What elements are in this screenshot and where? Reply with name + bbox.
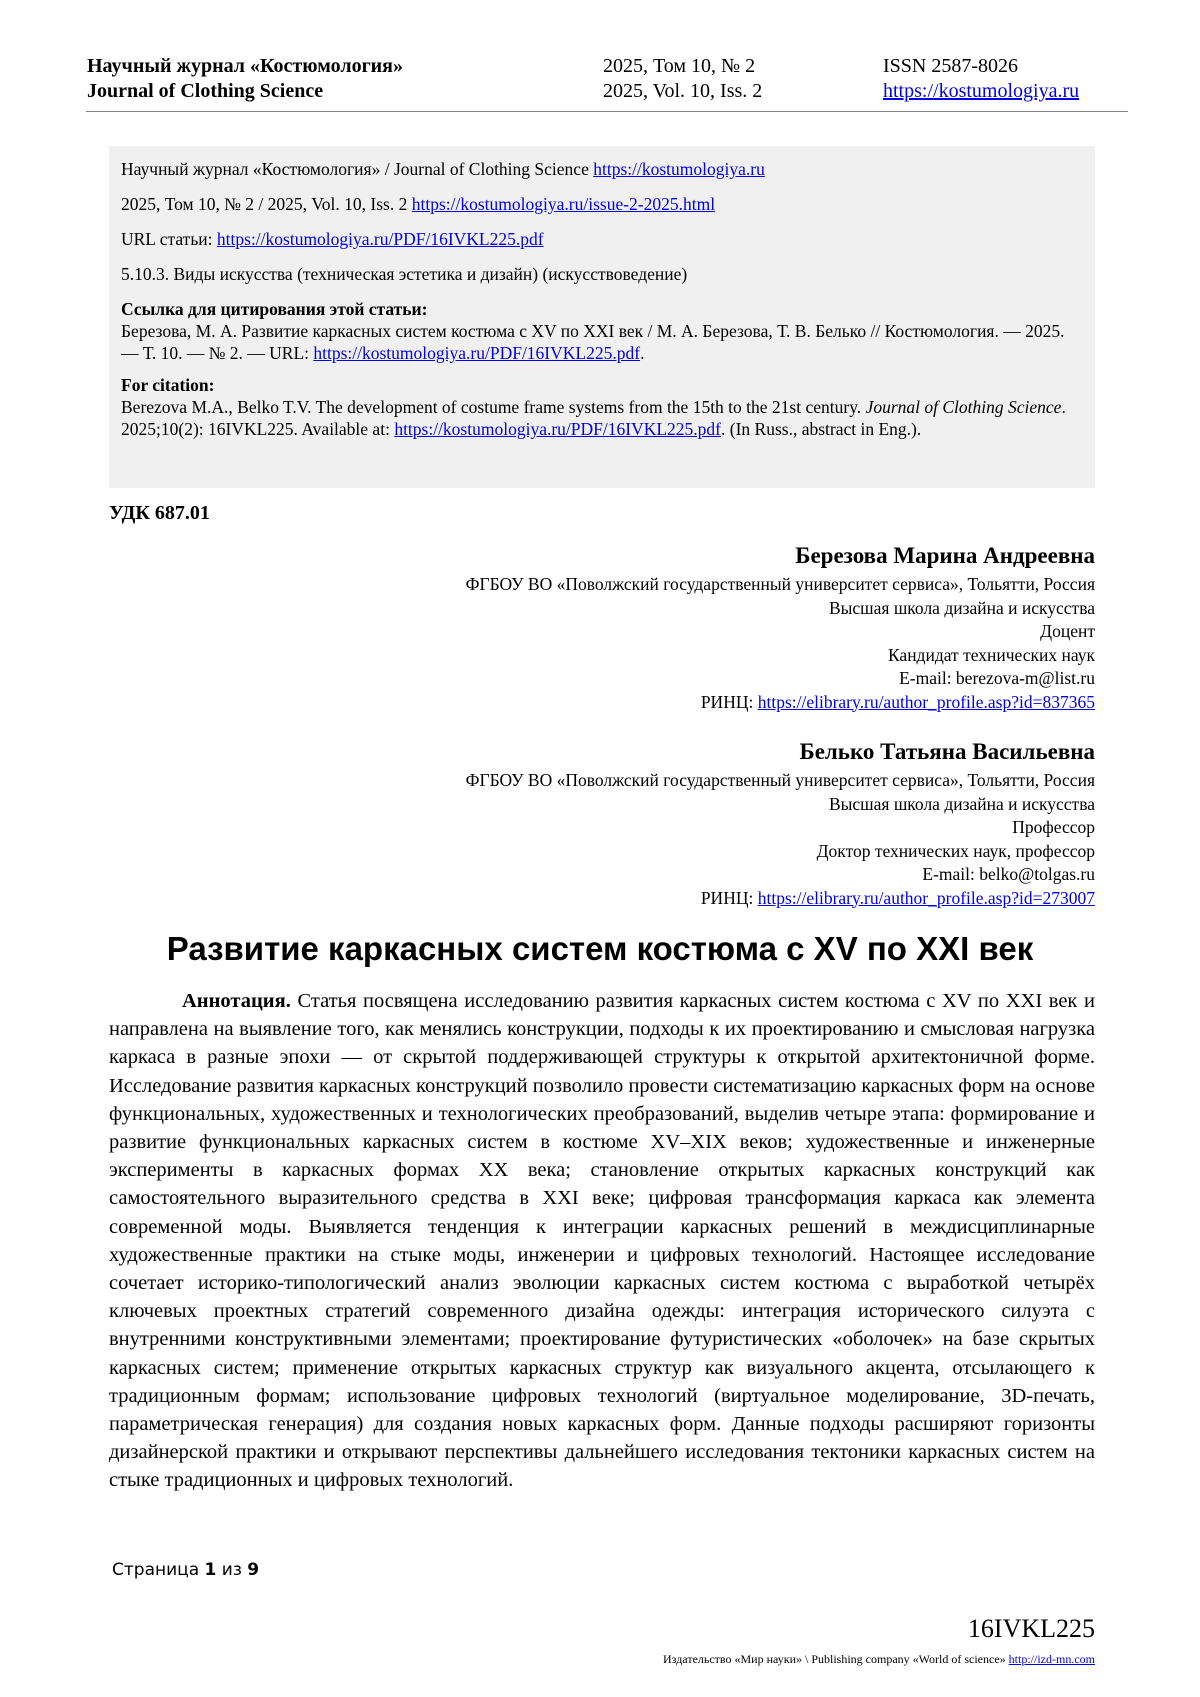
header-issn: ISSN 2587-8026	[883, 55, 1019, 77]
citation-box	[109, 146, 1095, 488]
author-position: Доцент	[1040, 621, 1095, 641]
abstract-label: Аннотация.	[182, 990, 291, 1012]
author-degree: Кандидат технических наук	[887, 644, 1095, 665]
header-issue-ru: 2025, Том 10, № 2	[603, 55, 756, 77]
cite-journal-line: Научный журнал «Костюмология» / Journal of Clothing Science https://kostumologiya.ru	[121, 159, 765, 179]
header-issue-en: 2025, Vol. 10, Iss. 2	[603, 80, 763, 102]
header-issn-block	[883, 54, 1133, 104]
abstract	[109, 987, 1095, 1495]
header-site-link[interactable]: https://kostumologiya.ru	[883, 80, 1080, 102]
author-rinc-link[interactable]: https://elibrary.ru/author_profile.asp?id=273007	[757, 887, 1095, 908]
author-affiliation: ФГБОУ ВО «Поволжский государственный университет сервиса», Тольятти, Россия	[465, 574, 1095, 594]
cite-ru-link[interactable]: https://kostumologiya.ru/PDF/16IVKL225.pdf	[313, 343, 641, 363]
cite-ru-heading: Ссылка для цитирования этой статьи:	[121, 299, 428, 319]
author-rinc: РИНЦ: https://elibrary.ru/author_profile.asp?id=273007	[700, 887, 1095, 908]
author-name: Березова Марина Андреевна	[795, 543, 1095, 568]
author-email: E-mail: berezova-m@list.ru	[899, 668, 1095, 688]
author-position: Профессор	[1012, 817, 1095, 837]
publisher-line: Издательство «Мир науки» \ Publishing company «World of science» http://izd-mn.com	[663, 1652, 1095, 1666]
author-email: E-mail: belko@tolgas.ru	[922, 864, 1095, 884]
author-school: Высшая школа дизайна и искусства	[828, 793, 1095, 814]
cite-specialty: 5.10.3. Виды искусства (техническая эстетика и дизайн) (искусствоведение)	[121, 264, 688, 284]
cite-ru-block: Ссылка для цитирования этой статьи: Березова, М. А. Развитие каркасных систем костюма с XV по XXI век / М. А. Березова, Т. В. Белько // Костюмология. — 2025. — Т. 10. — № 2. — URL: https://kostumologiya.ru/PDF/16IVKL225.pdf.	[121, 299, 1065, 363]
publisher-link[interactable]: http://izd-mn.com	[1008, 1652, 1095, 1666]
author-affiliation: ФГБОУ ВО «Поволжский государственный университет сервиса», Тольятти, Россия	[465, 770, 1095, 790]
author-rinc: РИНЦ: https://elibrary.ru/author_profile.asp?id=837365	[700, 691, 1095, 712]
header-journal-ru: Научный журнал «Костюмология»	[87, 55, 403, 77]
header-journal-en: Journal of Clothing Science	[87, 80, 324, 102]
cite-en-link[interactable]: https://kostumologiya.ru/PDF/16IVKL225.pdf	[394, 419, 721, 439]
abstract-text: Статья посвящена исследованию развития каркасных систем костюма с XV по XXI век и направлена на выявление того, как менялись конструкции, подходы к их проектированию и смысловая нагрузка каркаса в разные эпохи — от скрытой поддерживающей структуры к открытой архитектоничной форме. Исследование развития каркасных конструкций позволило провести систематизацию каркасных форм на основе функциональных, художественных и технологических преобразований, выделив четыре этапа: формирование и развитие функциональных каркасных систем в костюме XV–XIX веков; художественные и инженерные эксперименты в каркасных формах XX века; становление открытых каркасных конструкций как самостоятельного выразительного средства в XXI веке; цифровая трансформация каркаса как элемента современной моды. Выявляется тенденция к интеграции каркасных решений в междисциплинарные художественные практики на стыке моды, инженерии и цифровых технологий. Настоящее исследование сочетает историко-типологический анализ эволюции каркасных систем костюма с выработкой четырёх ключевых проектных стратегий современного дизайна одежды: интеграция исторического силуэта с внутренними конструктивными элементами; проектирование футуристических «оболочек» на базе скрытых каркасных систем; применение открытых каркасных структур как визуального акцента, отсылающего к традиционным формам; использование цифровых технологий (виртуальное моделирование, 3D-печать, параметрическая генерация) для создания новых каркасных форм. Данные подходы расширяют горизонты дизайнерской практики и открывают перспективы дальнейшего исследования тектоники каркасных систем на стыке традиционных и цифровых технологий.	[109, 990, 1095, 1492]
cite-en-block: For citation: Berezova M.A., Belko T.V. The development of costume frame systems from the 15th to the 21st century. Journal of Clothing Science. 2025;10(2): 16IVKL225. Available at: https://kostumologiya.ru/PDF/16IVKL225.pdf. (In Russ., abstract in Eng.).	[121, 375, 1066, 439]
header-journal	[87, 54, 607, 104]
author-name: Белько Татьяна Васильевна	[799, 739, 1095, 764]
article-code: 16IVKL225	[967, 1614, 1095, 1643]
cite-article-url-line: URL статьи: https://kostumologiya.ru/PDF/16IVKL225.pdf	[121, 229, 544, 249]
author-school: Высшая школа дизайна и искусства	[828, 597, 1095, 618]
cite-journal-link[interactable]: https://kostumologiya.ru	[593, 159, 765, 179]
article-title: Развитие каркасных систем костюма с XV по XXI век	[166, 930, 1034, 967]
cite-en-heading: For citation:	[121, 375, 215, 395]
cite-article-link[interactable]: https://kostumologiya.ru/PDF/16IVKL225.pdf	[216, 229, 544, 249]
header-issue	[603, 54, 863, 104]
author-degree: Доктор технических наук, профессор	[816, 840, 1095, 861]
cite-issue-link[interactable]: https://kostumologiya.ru/issue-2-2025.html	[411, 194, 716, 214]
author-block-2	[300, 737, 1095, 910]
author-rinc-link[interactable]: https://elibrary.ru/author_profile.asp?id=837365	[757, 691, 1095, 712]
udk-code: УДК 687.01	[109, 502, 210, 524]
header-divider	[86, 111, 1128, 112]
page-indicator: Страница 1 из 9	[112, 1560, 260, 1580]
cite-issue-line: 2025, Том 10, № 2 / 2025, Vol. 10, Iss. 2 https://kostumologiya.ru/issue-2-2025.html	[121, 194, 716, 214]
author-block-1	[300, 541, 1095, 714]
